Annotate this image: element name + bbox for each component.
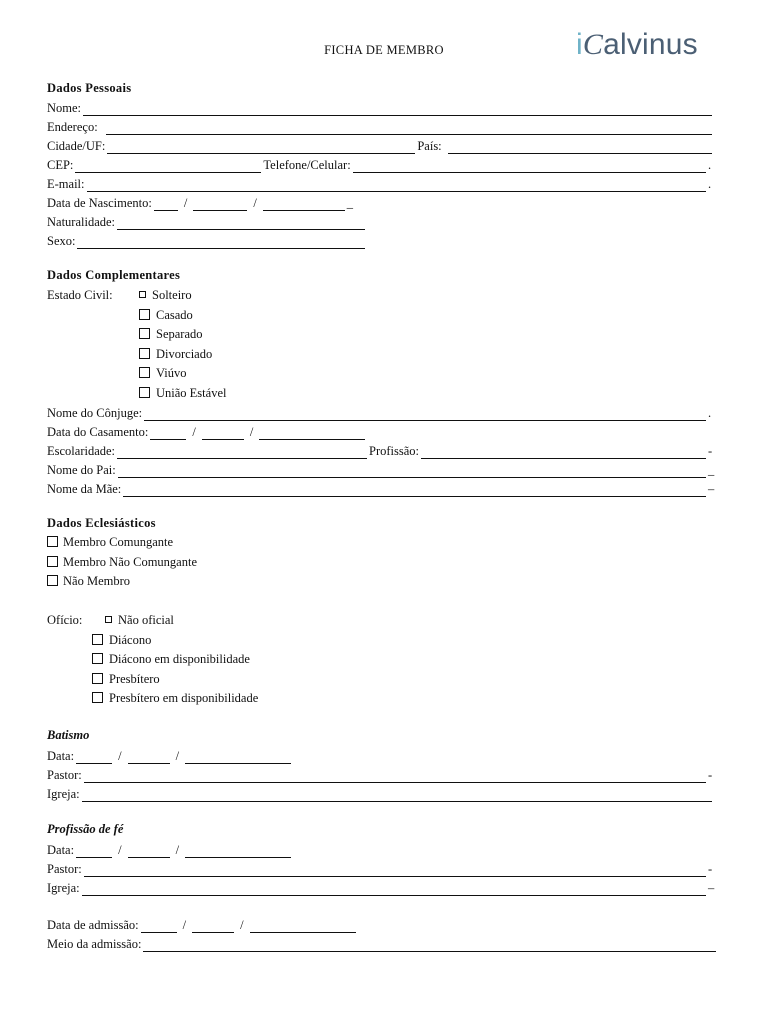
batismo-data-row: Data: / / <box>47 747 307 764</box>
email-label: E-mail: <box>47 177 85 191</box>
option-viuvo[interactable]: Viúvo <box>136 364 226 384</box>
profissao-igreja-field[interactable] <box>82 883 706 896</box>
cidade-field[interactable] <box>107 141 415 154</box>
admissao-meio-field[interactable] <box>143 939 716 952</box>
checkbox-icon[interactable] <box>47 575 58 586</box>
pais-field[interactable] <box>448 141 712 154</box>
membro-options <box>47 533 197 592</box>
escolaridade-profissao-row: Escolaridade: Profissão: - <box>47 444 713 458</box>
sexo-field[interactable] <box>77 236 365 249</box>
estado-civil-options <box>136 286 226 403</box>
pai-row: Nome do Pai: _ <box>47 463 715 477</box>
batismo-igreja-label: Igreja: <box>47 787 80 801</box>
option-nao-membro[interactable]: Não Membro <box>47 572 197 592</box>
endereco-field[interactable] <box>106 122 712 135</box>
profissao-dia-field[interactable] <box>76 845 112 858</box>
option-uniao-estavel[interactable]: União Estável <box>136 384 226 404</box>
admissao-mes-field[interactable] <box>192 920 234 933</box>
nascimento-ano-field[interactable] <box>263 198 345 211</box>
naturalidade-row <box>47 213 367 230</box>
batismo-igreja-row <box>47 785 714 802</box>
checkbox-icon[interactable] <box>139 348 150 359</box>
casamento-mes-field[interactable] <box>202 427 244 440</box>
escolaridade-field[interactable] <box>117 446 367 459</box>
option-divorciado[interactable]: Divorciado <box>136 345 226 365</box>
option-presbitero-disponibilidade[interactable]: Presbítero em disponibilidade <box>92 689 258 709</box>
checkbox-icon[interactable] <box>139 328 150 339</box>
option-membro-nao-comungante[interactable]: Membro Não Comungante <box>47 553 197 573</box>
admissao-data-label: Data de admissão: <box>47 918 139 932</box>
admissao-dia-field[interactable] <box>141 920 177 933</box>
profissao-pastor-field[interactable] <box>84 864 706 877</box>
cep-label: CEP: <box>47 158 74 172</box>
section-batismo: Batismo <box>47 728 90 742</box>
profissao-data-label: Data: <box>47 843 75 857</box>
telefone-field[interactable] <box>353 160 706 173</box>
mae-label: Nome da Mãe: <box>47 482 122 496</box>
option-membro-comungante[interactable]: Membro Comungante <box>47 533 197 553</box>
nascimento-dia-field[interactable] <box>154 198 178 211</box>
cidade-pais-row <box>47 137 714 154</box>
checkbox-icon[interactable] <box>47 536 58 547</box>
batismo-pastor-label: Pastor: <box>47 768 82 782</box>
nascimento-label: Data de Nascimento: <box>47 196 152 210</box>
checkbox-icon[interactable] <box>139 387 150 398</box>
profissao-mes-field[interactable] <box>128 845 170 858</box>
checkbox-small-icon[interactable] <box>105 616 112 623</box>
naturalidade-label: Naturalidade: <box>47 215 116 229</box>
conjuge-label: Nome do Cônjuge: <box>47 406 143 420</box>
cidade-label: Cidade/UF: <box>47 139 106 153</box>
sexo-label: Sexo: <box>47 234 76 248</box>
checkbox-icon[interactable] <box>139 309 150 320</box>
conjuge-row: Nome do Cônjuge: . <box>47 406 712 420</box>
icalvinus-logo: iCalvinus <box>576 28 698 61</box>
conjuge-field[interactable] <box>144 408 706 421</box>
option-casado[interactable]: Casado <box>136 306 226 326</box>
checkbox-icon[interactable] <box>139 367 150 378</box>
profissao-igreja-row: Igreja: – <box>47 881 715 895</box>
section-dados-complementares: Dados Complementares <box>47 268 181 282</box>
cep-telefone-row: CEP: Telefone/Celular: . <box>47 158 712 172</box>
telefone-label: Telefone/Celular: <box>263 158 351 172</box>
batismo-igreja-field[interactable] <box>82 789 712 802</box>
option-solteiro[interactable]: Solteiro <box>136 286 226 306</box>
profissao-ano-field[interactable] <box>185 845 291 858</box>
nome-label: Nome: <box>47 101 82 115</box>
profissao-data-row: Data: / / <box>47 841 307 858</box>
pais-label: País: <box>417 139 442 153</box>
casamento-dia-field[interactable] <box>150 427 186 440</box>
naturalidade-field[interactable] <box>117 217 365 230</box>
nome-field[interactable] <box>83 103 712 116</box>
estado-civil-label: Estado Civil: <box>47 288 113 302</box>
pai-field[interactable] <box>118 465 706 478</box>
nascimento-mes-field[interactable] <box>193 198 247 211</box>
section-dados-pessoais: Dados Pessoais <box>47 81 132 95</box>
option-diacono[interactable]: Diácono <box>92 631 258 651</box>
batismo-data-label: Data: <box>47 749 75 763</box>
checkbox-small-icon[interactable] <box>139 291 146 298</box>
checkbox-icon[interactable] <box>92 634 103 645</box>
profissao-pastor-label: Pastor: <box>47 862 82 876</box>
nome-row <box>47 99 714 116</box>
admissao-data-row: Data de admissão: / / <box>47 916 387 933</box>
admissao-meio-row <box>47 935 718 952</box>
checkbox-icon[interactable] <box>92 653 103 664</box>
profissao-label: Profissão: <box>369 444 420 458</box>
checkbox-icon[interactable] <box>92 673 103 684</box>
page-title: FICHA DE MEMBRO <box>324 43 444 57</box>
checkbox-icon[interactable] <box>47 556 58 567</box>
pai-label: Nome do Pai: <box>47 463 116 477</box>
cep-field[interactable] <box>75 160 261 173</box>
option-separado[interactable]: Separado <box>136 325 226 345</box>
admissao-ano-field[interactable] <box>250 920 356 933</box>
admissao-meio-label: Meio da admissão: <box>47 937 142 951</box>
section-profissao-de-fe: Profissão de fé <box>47 822 124 836</box>
oficio-options <box>92 611 258 709</box>
section-dados-eclesiasticos: Dados Eclesiásticos <box>47 516 156 530</box>
mae-row: Nome da Mãe: – <box>47 482 715 496</box>
nascimento-row: Data de Nascimento: / / _ <box>47 196 354 210</box>
batismo-pastor-row: Pastor: - <box>47 768 713 782</box>
profissao-pastor-row: Pastor: - <box>47 862 713 876</box>
casamento-row: Data do Casamento: / / <box>47 423 397 440</box>
option-nao-oficial[interactable]: Não oficial <box>92 611 258 631</box>
option-diacono-disponibilidade[interactable]: Diácono em disponibilidade <box>92 650 258 670</box>
checkbox-icon[interactable] <box>92 692 103 703</box>
email-field[interactable] <box>87 179 707 192</box>
batismo-mes-field[interactable] <box>128 751 170 764</box>
mae-field[interactable] <box>123 484 706 497</box>
profissao-igreja-label: Igreja: <box>47 881 80 895</box>
endereco-row <box>47 118 714 135</box>
endereco-label: Endereço: <box>47 120 98 134</box>
oficio-label: Ofício: <box>47 613 83 627</box>
batismo-ano-field[interactable] <box>185 751 291 764</box>
casamento-label: Data do Casamento: <box>47 425 149 439</box>
option-presbitero[interactable]: Presbítero <box>92 670 258 690</box>
sexo-row <box>47 232 367 249</box>
batismo-dia-field[interactable] <box>76 751 112 764</box>
profissao-field[interactable] <box>421 446 706 459</box>
batismo-pastor-field[interactable] <box>84 770 706 783</box>
casamento-ano-field[interactable] <box>259 427 365 440</box>
email-row: E-mail: . <box>47 177 712 191</box>
escolaridade-label: Escolaridade: <box>47 444 116 458</box>
